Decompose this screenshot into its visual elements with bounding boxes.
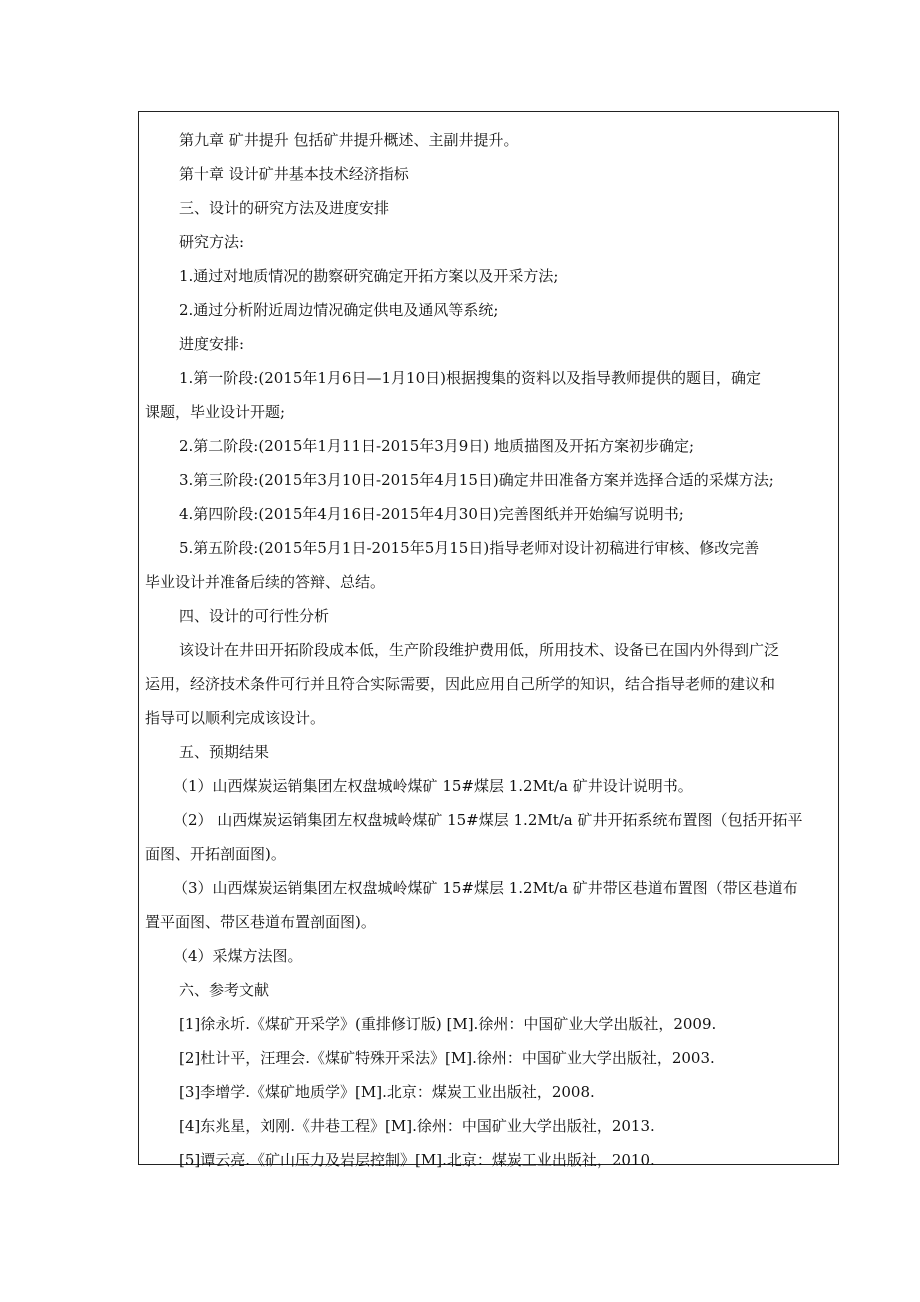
- text-line: 5.第五阶段:(2015年5月1日-2015年5月15日)指导老师对设计初稿进行审核、修改完善: [179, 539, 760, 557]
- document-body: [139, 123, 840, 1177]
- text-line: 六、参考文献: [179, 981, 270, 999]
- document-frame: [138, 111, 839, 1169]
- text-line: （4）采煤方法图。: [173, 947, 303, 965]
- text-line: （1）山西煤炭运销集团左权盘城岭煤矿 15#煤层 1.2Mt/a 矿井设计说明书。: [173, 777, 693, 795]
- text-line: 三、设计的研究方法及进度安排: [179, 199, 390, 217]
- text-line: [3]李增学.《煤矿地质学》[M].北京：煤炭工业出版社，2008.: [179, 1083, 595, 1101]
- text-line: 课题，毕业设计开题;: [145, 403, 286, 421]
- text-line: [4]东兆星，刘刚.《井巷工程》[M].徐州：中国矿业大学出版社，2013.: [179, 1117, 655, 1135]
- text-line: 第十章 设计矿井基本技术经济指标: [179, 165, 409, 183]
- text-line: 4.第四阶段:(2015年4月16日-2015年4月30日)完善图纸并开始编写说明书;: [179, 505, 684, 523]
- text-line: 面图、开拓剖面图)。: [145, 845, 286, 863]
- text-line: 四、设计的可行性分析: [179, 607, 330, 625]
- text-line: 进度安排:: [179, 335, 245, 353]
- text-line: 2.第二阶段:(2015年1月11日-2015年3月9日) 地质描图及开拓方案初步确定;: [179, 437, 695, 455]
- text-line: 1.通过对地质情况的勘察研究确定开拓方案以及开采方法;: [179, 267, 559, 285]
- text-line: 置平面图、带区巷道布置剖面图)。: [145, 913, 376, 931]
- text-line: [2]杜计平，汪理会.《煤矿特殊开采法》[M].徐州：中国矿业大学出版社，2003.: [179, 1049, 715, 1067]
- text-line: 五、预期结果: [179, 743, 270, 761]
- text-line: 第九章 矿井提升 包括矿井提升概述、主副井提升。: [179, 131, 519, 149]
- text-line: 该设计在井田开拓阶段成本低，生产阶段维护费用低，所用技术、设备已在国内外得到广泛: [179, 641, 780, 659]
- text-line: （2） 山西煤炭运销集团左权盘城岭煤矿 15#煤层 1.2Mt/a 矿井开拓系统布置图（包括开拓平: [173, 811, 803, 829]
- text-line: 1.第一阶段:(2015年1月6日—1月10日)根据搜集的资料以及指导教师提供的题目，确定: [179, 369, 761, 387]
- text-line: 3.第三阶段:(2015年3月10日-2015年4月15日)确定井田准备方案并选择合适的采煤方法;: [179, 471, 774, 489]
- text-line: 2.通过分析附近周边情况确定供电及通风等系统;: [179, 301, 499, 319]
- text-line: [1]徐永圻.《煤矿开采学》(重排修订版) [M].徐州：中国矿业大学出版社，2009.: [179, 1015, 717, 1033]
- text-line: [5]谭云亮.《矿山压力及岩层控制》[M].北京：煤炭工业出版社，2010.: [179, 1151, 655, 1169]
- text-line: 指导可以顺利完成该设计。: [145, 709, 326, 727]
- text-line: （3）山西煤炭运销集团左权盘城岭煤矿 15#煤层 1.2Mt/a 矿井带区巷道布置图（带区巷道布: [173, 879, 798, 897]
- text-line: 研究方法:: [179, 233, 245, 251]
- text-line: 运用，经济技术条件可行并且符合实际需要，因此应用自己所学的知识，结合指导老师的建议和: [145, 675, 776, 693]
- text-line: 毕业设计并准备后续的答辩、总结。: [145, 573, 386, 591]
